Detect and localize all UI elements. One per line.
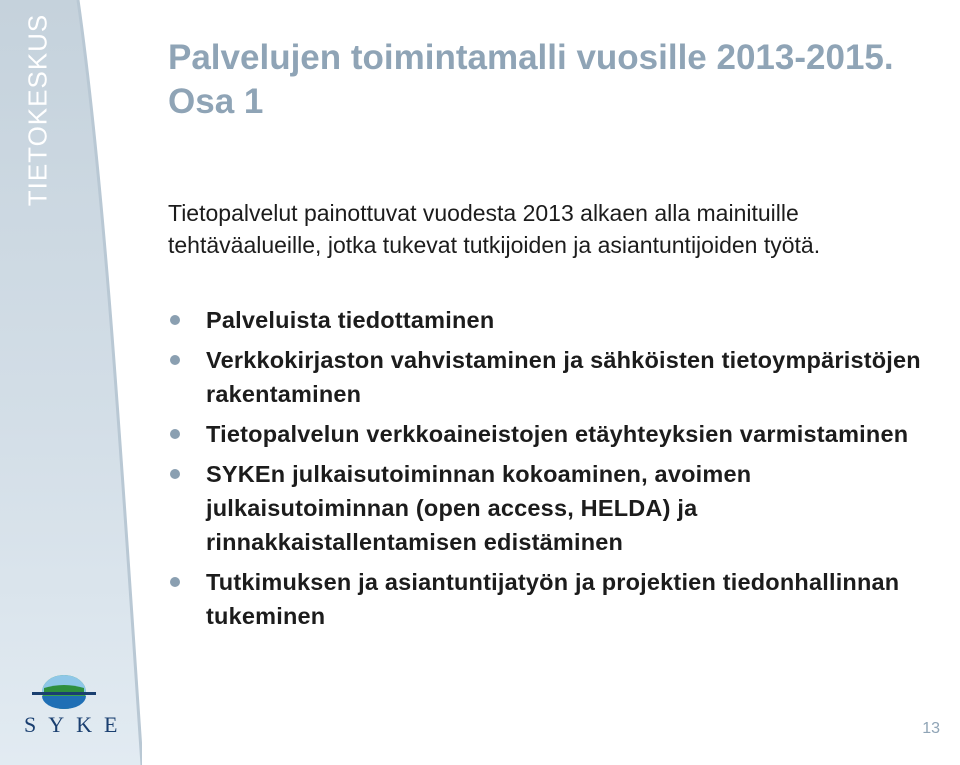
intro-paragraph: Tietopalvelut painottuvat vuodesta 2013 alkaen alla mainituille tehtäväalueille, jotka tukevat tutkijoiden ja asiantuntijoiden työtä. [168,200,821,258]
bullet-item [168,565,948,633]
bullet-list [168,303,948,639]
bullet-item [168,343,948,411]
sidebar [0,0,142,765]
syke-logo-text: SYKE [24,712,130,737]
bullet-text: SYKEn julkaisutoiminnan kokoaminen, avoimen julkaisutoiminnan (open access, HELDA) ja rinnakkaistallentamisen edistäminen [206,461,752,555]
sidebar-edge-decoration [0,0,142,765]
bullet-text: Verkkokirjaston vahvistaminen ja sähköisten tietoympäristöjen rakentaminen [206,347,921,407]
bullet-dot-icon [170,355,180,365]
bullet-item [168,417,948,451]
bullet-dot-icon [170,469,180,479]
sidebar-label: TIETOKESKUS [22,13,53,207]
bullet-dot-icon [170,429,180,439]
bullet-text: Tutkimuksen ja asiantuntijatyön ja projektien tiedonhallinnan tukeminen [206,569,900,629]
syke-logo-icon [14,672,114,712]
bullet-item [168,457,948,559]
bullet-text: Palveluista tiedottaminen [206,307,495,333]
bullet-item [168,303,948,337]
slide-title: Palvelujen toimintamalli vuosille 2013-2015. Osa 1 [168,38,894,121]
bullet-dot-icon [170,315,180,325]
page-number: 13 [922,720,940,737]
bullet-dot-icon [170,577,180,587]
bullet-text: Tietopalvelun verkkoaineistojen etäyhteyksien varmistaminen [206,421,909,447]
syke-logo [14,672,130,742]
